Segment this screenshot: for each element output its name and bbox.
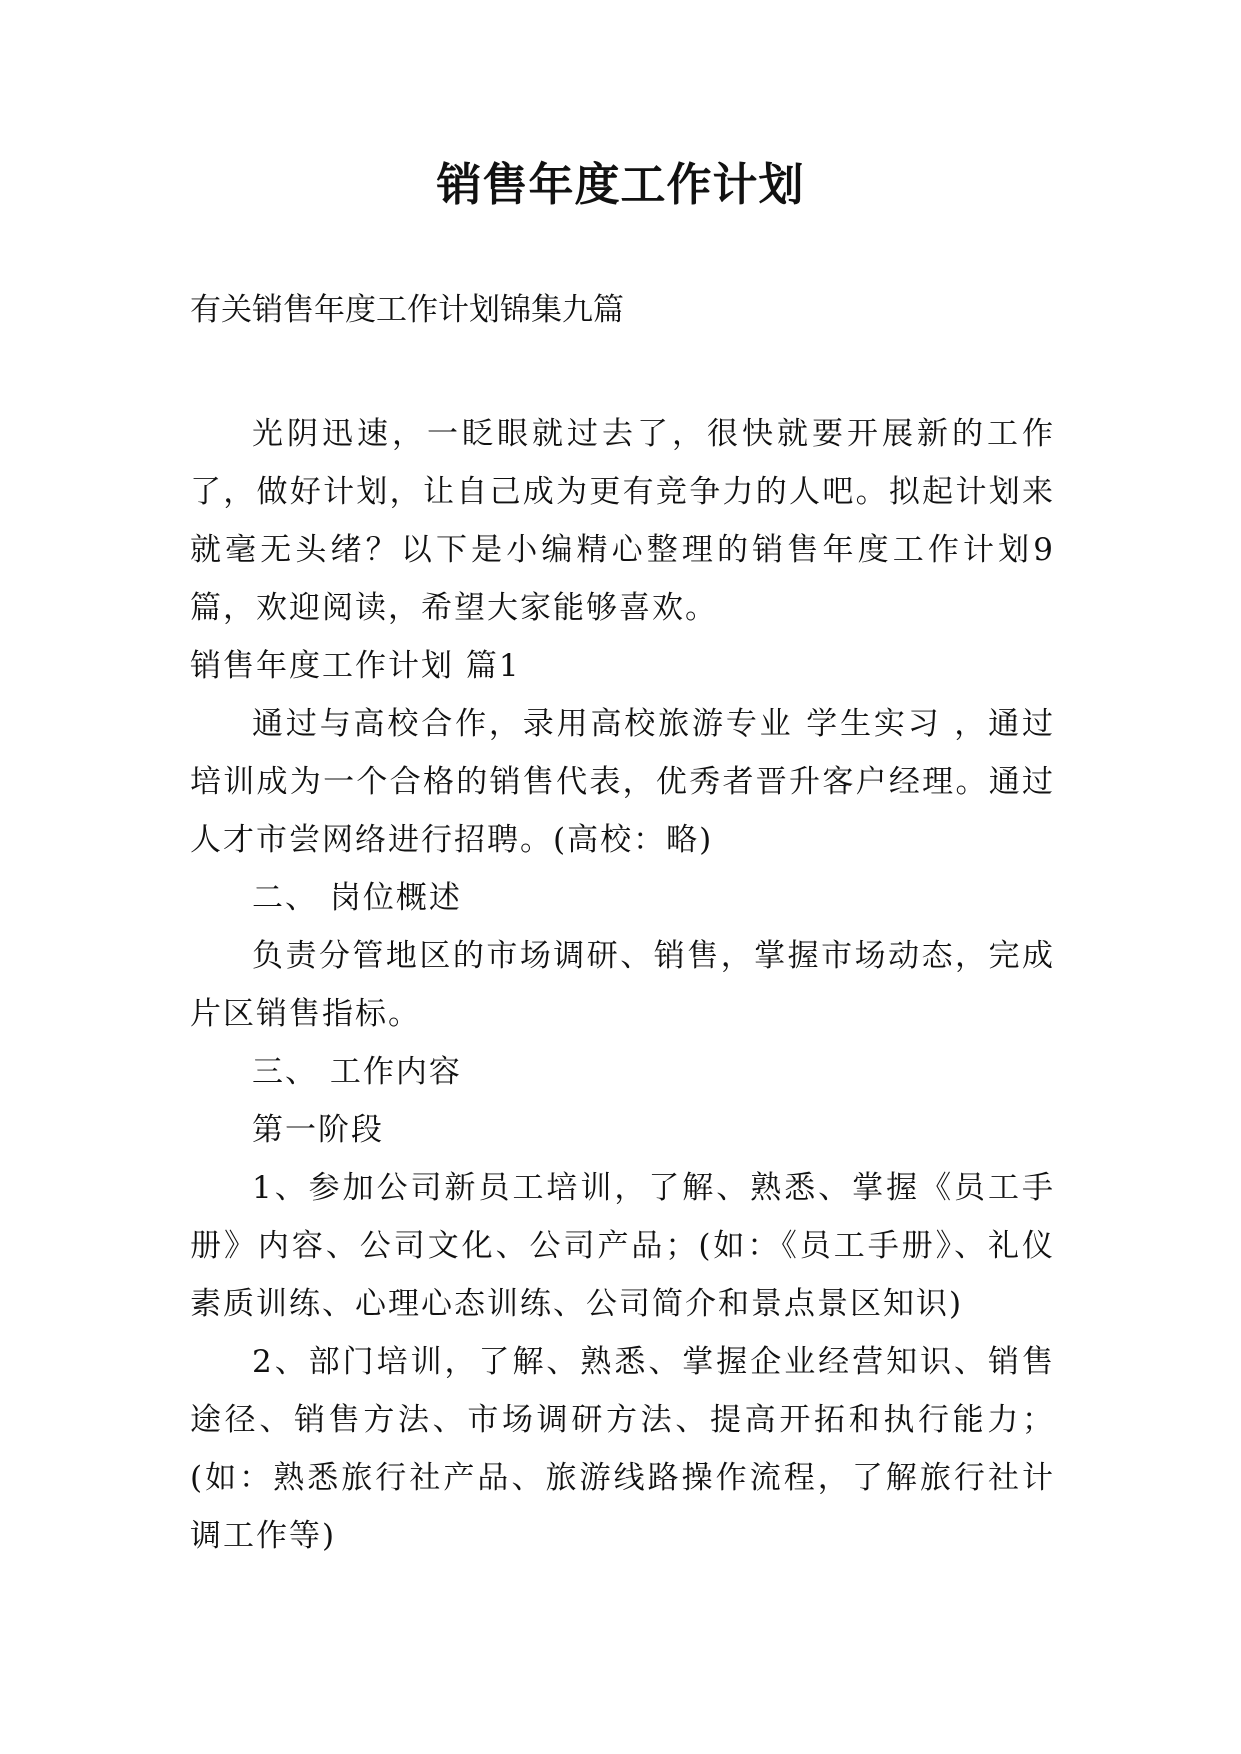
list-item-training: 1、参加公司新员工培训，了解、熟悉、掌握《员工手册》内容、公司文化、公司产品；(如：《员工手册》、礼仪素质训练、心理心态训练、公司简介和景点景区知识) [190,1170,1055,1322]
body-paragraph: 负责分管地区的市场调研、销售，掌握市场动态，完成片区销售指标。 [190,938,1055,1032]
intro-paragraph: 光阴迅速，一眨眼就过去了，很快就要开展新的工作了，做好计划，让自己成为更有竞争力的人吧。拟起计划来就毫无头绪？以下是小编精心整理的销售年度工作计划9篇，欢迎阅读，希望大家能够喜欢。 [190,416,1055,626]
subheading-stage-one: 第一阶段 [252,1112,384,1148]
document-body [190,405,1055,1565]
document-title: 销售年度工作计划 [436,158,805,211]
subheading-position-overview: 二、 岗位概述 [252,880,462,916]
section-heading: 销售年度工作计划 篇1 [190,648,521,684]
document-subtitle: 有关销售年度工作计划锦集九篇 [190,292,624,328]
list-item-department-training: 2、部门培训，了解、熟悉、掌握企业经营知识、销售途径、销售方法、市场调研方法、提高开拓和执行能力；(如：熟悉旅行社产品、旅游线路操作流程，了解旅行社计调工作等) [190,1344,1055,1554]
subheading-work-content: 三、 工作内容 [252,1054,462,1090]
body-paragraph: 通过与高校合作，录用高校旅游专业 学生实习 ，通过培训成为一个合格的销售代表，优秀者晋升客户经理。通过人才市尝网络进行招聘。(高校：略) [190,706,1055,858]
